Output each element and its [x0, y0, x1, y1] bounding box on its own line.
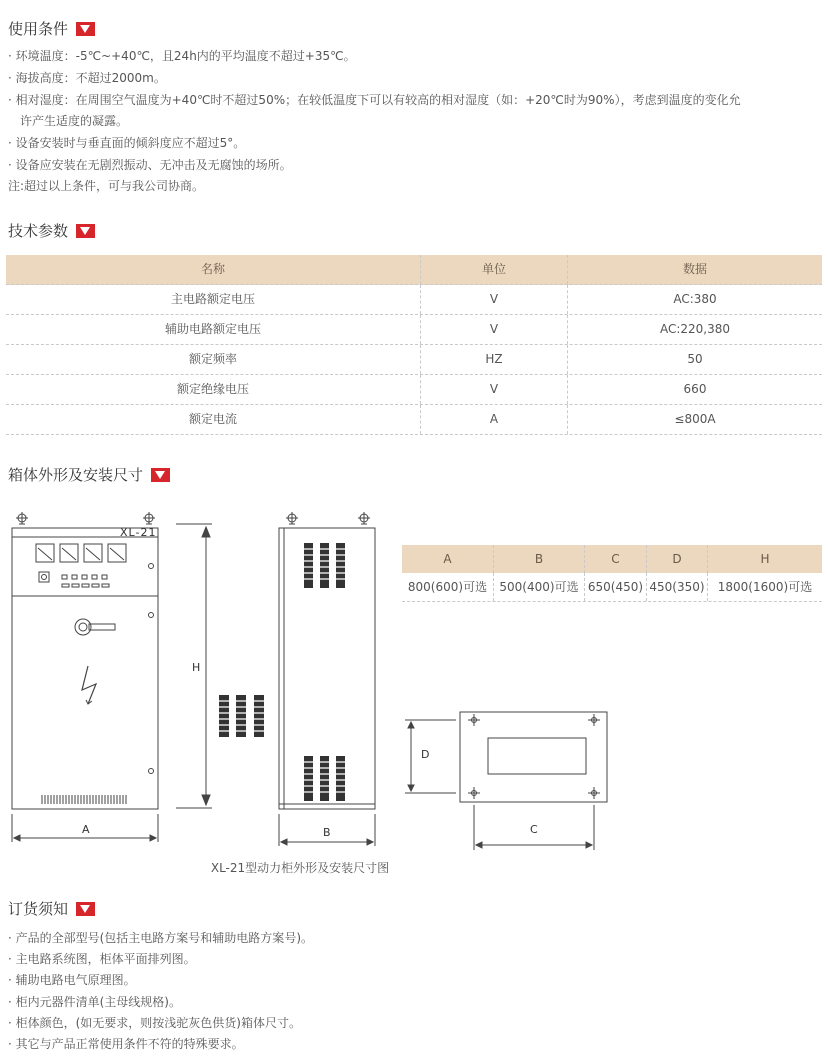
condition-line: · 环境温度：-5℃~+40℃，且24h内的平均温度不超过+35℃。 [8, 49, 356, 63]
mounting-hole-icon [468, 787, 480, 799]
meter-icon [108, 544, 126, 562]
base-view-body [460, 712, 607, 802]
condition-line: · 相对湿度：在周围空气温度为+40℃时不超过50%；在较低温度下可以有较高的相对湿度（如：+20℃时为90%），考虑到温度的变化允 [8, 93, 741, 107]
spec-header-name: 名称 [6, 255, 421, 284]
lightning-icon [82, 666, 96, 704]
condition-line-continued: 许产生适度的凝露。 [20, 114, 129, 128]
section-title-conditions: 使用条件 [8, 18, 95, 38]
dim-header: A [402, 545, 494, 573]
spec-unit: A [421, 405, 568, 434]
dim-header: B [494, 545, 585, 573]
ordering-line: · 主电路系统图，柜体平面排列图。 [8, 952, 196, 966]
model-label: XL-21 [120, 526, 157, 539]
dim-header: C [585, 545, 647, 573]
spec-value: ≤800A [674, 412, 716, 426]
meter-icon [60, 544, 78, 562]
spec-name: 主电路额定电压 [6, 285, 421, 314]
indicator-lights-icon [62, 575, 109, 587]
dim-label-c: C [530, 823, 538, 836]
dim-label-a: A [82, 823, 90, 836]
spec-name: 额定绝缘电压 [6, 375, 421, 404]
dim-header: H [760, 552, 770, 566]
section-title-specs: 技术参数 [8, 220, 95, 240]
condition-line: · 设备安装时与垂直面的倾斜度应不超过5°。 [8, 136, 246, 150]
ordering-line: · 柜体颜色，(如无要求，则按浅驼灰色供货)箱体尺寸。 [8, 1016, 301, 1030]
section-title-ordering: 订货须知 [8, 898, 95, 918]
table-row [402, 573, 822, 602]
spec-value: 660 [683, 382, 707, 396]
spec-header-unit: 单位 [421, 255, 568, 284]
spec-unit: HZ [421, 345, 568, 374]
spec-value: AC:220,380 [659, 322, 731, 336]
condition-line: · 设备应安装在无剧烈振动、无冲击及无腐蚀的场所。 [8, 158, 292, 172]
eyebolt-icon [286, 512, 298, 528]
base-cutout [488, 738, 586, 774]
vent-grille-icon [42, 795, 126, 804]
ordering-line: · 其它与产品正常使用条件不符的特殊要求。 [8, 1037, 244, 1051]
mounting-hole-icon [588, 714, 600, 726]
spec-header-value: 数据 [682, 262, 707, 276]
spec-name: 额定频率 [6, 345, 421, 374]
dim-value: 650(450) [585, 573, 647, 601]
ordering-line: · 辅助电路电气原理图。 [8, 973, 136, 987]
spec-name: 额定电流 [6, 405, 421, 434]
dim-value: 500(400)可选 [494, 573, 585, 601]
meter-icon [36, 544, 54, 562]
switch-icon [39, 572, 49, 582]
dim-header: D [647, 545, 708, 573]
dim-value: 450(350) [647, 573, 708, 601]
spec-unit: V [421, 315, 568, 344]
front-view-body [12, 528, 158, 809]
mounting-hole-icon [468, 714, 480, 726]
section-title-dimensions: 箱体外形及安装尺寸 [8, 464, 170, 484]
red-down-triangle-icon [76, 902, 95, 916]
dim-value: 1800(1600)可选 [717, 580, 813, 594]
spec-name: 辅助电路额定电压 [6, 315, 421, 344]
meter-icon [84, 544, 102, 562]
spec-value: AC:380 [673, 292, 717, 306]
dim-label-d: D [421, 748, 430, 761]
dim-value: 800(600)可选 [402, 573, 494, 601]
condition-note: 注:超过以上条件，可与我公司协商。 [8, 179, 205, 193]
ordering-line: · 柜内元器件清单(主母线规格)。 [8, 995, 181, 1009]
condition-line: · 海拔高度：不超过2000m。 [8, 71, 166, 85]
drawing-caption: XL-21型动力柜外形及安装尺寸图 [210, 861, 390, 875]
door-handle-icon [75, 619, 115, 635]
dimension-table-header [402, 545, 822, 573]
eyebolt-icon [16, 512, 28, 528]
spec-value: 50 [687, 352, 703, 366]
eyebolt-icon [358, 512, 370, 528]
mounting-hole-icon [588, 787, 600, 799]
spec-unit: V [421, 285, 568, 314]
dim-label-b: B [323, 826, 331, 839]
dim-label-h: H [192, 661, 201, 674]
dimension-table [402, 545, 822, 602]
ordering-line: · 产品的全部型号(包括主电路方案号和辅助电路方案号)。 [8, 931, 313, 945]
spec-unit: V [421, 375, 568, 404]
